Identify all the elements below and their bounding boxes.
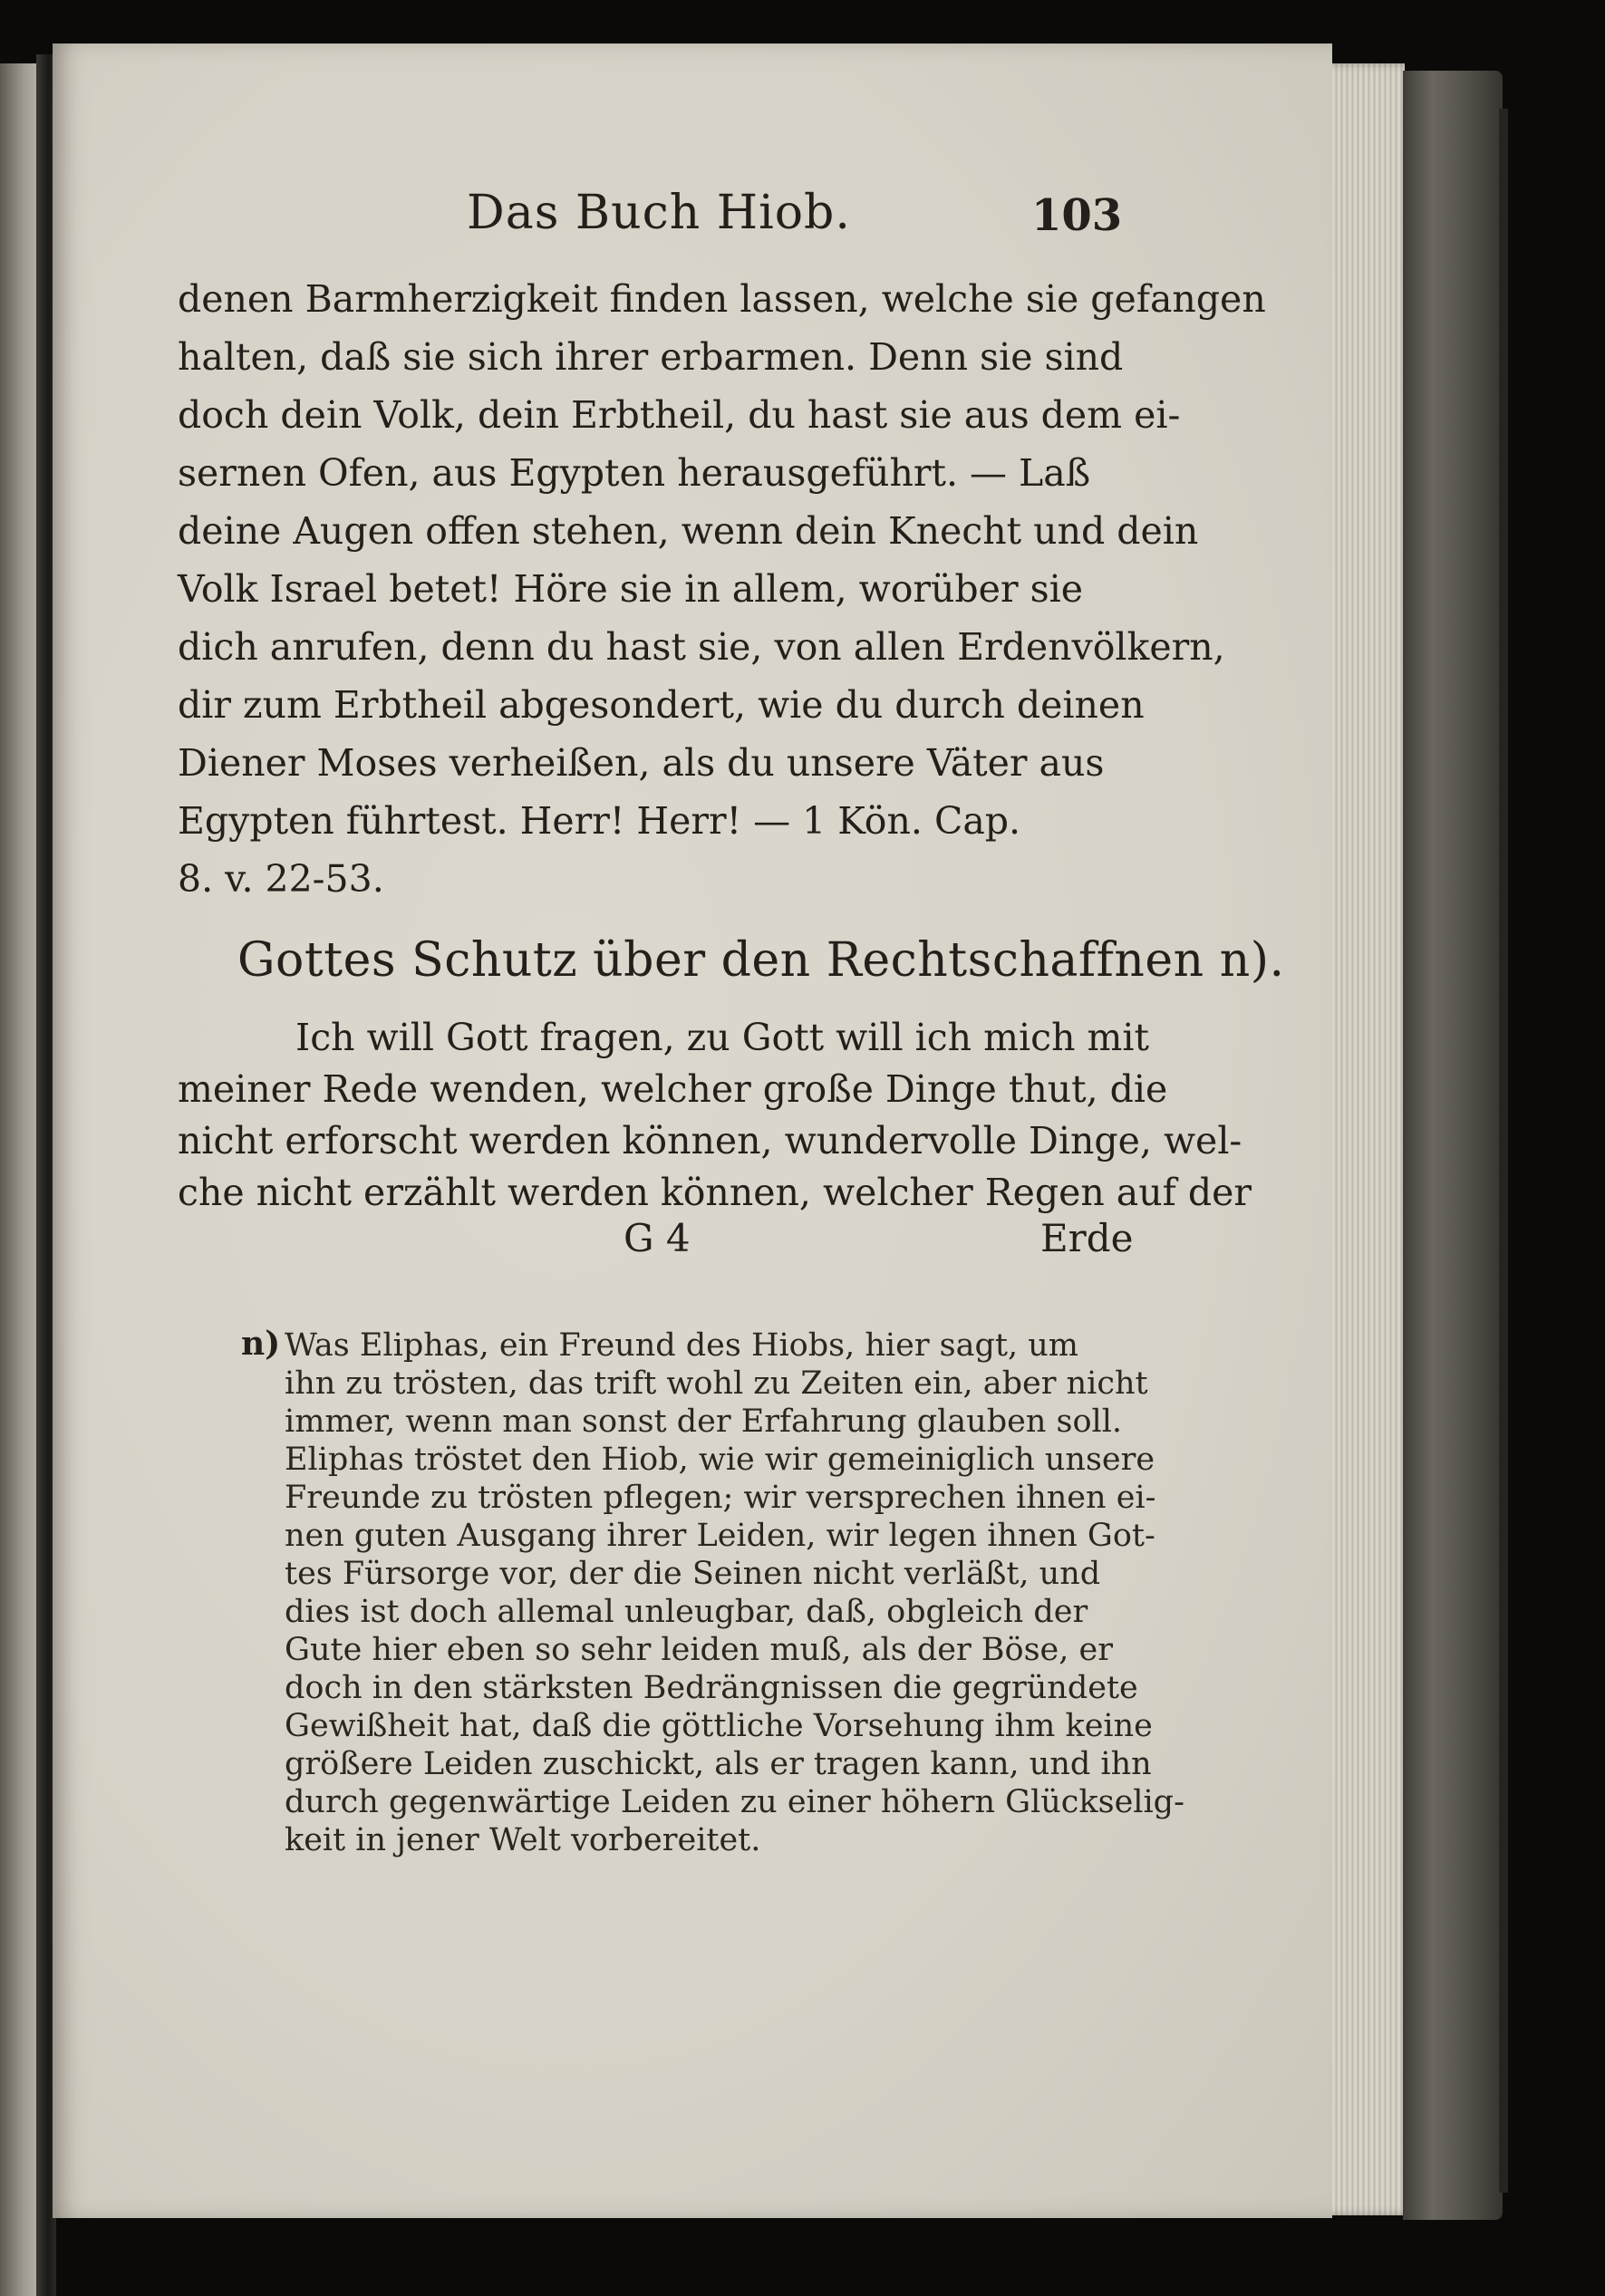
footnote-line: größere Leiden zuschickt, als er tragen kann, und ihn [285,1746,1152,1782]
text-line: 8. v. 22-53. [178,857,384,901]
text-line: sernen Ofen, aus Egypten herausgeführt. — Laß [178,451,1091,495]
text-line: meiner Rede wenden, welcher große Dinge thut, die [178,1067,1168,1111]
text-line: dich anrufen, denn du hast sie, von allen Erdenvölkern, [178,625,1225,669]
book-cover-board [1403,71,1503,2220]
footnote-line: doch in den stärksten Bedrängnissen die gegründete [285,1670,1138,1706]
cover-edge [1499,109,1508,2193]
footnote-line: tes Fürsorge vor, der die Seinen nicht verläßt, und [285,1556,1101,1592]
text-line: denen Barmherzigkeit finden lassen, welche sie gefangen [178,277,1266,321]
page-number: 103 [1031,190,1123,241]
footnote-line: ihn zu trösten, das trift wohl zu Zeiten ein, aber nicht [285,1365,1148,1402]
section-heading: Gottes Schutz über den Rechtschaffnen n). [237,933,1285,988]
footnote-line: Gute hier eben so sehr leiden muß, als der Böse, er [285,1632,1113,1668]
footnote-line: Eliphas tröstet den Hiob, wie wir gemeiniglich unsere [285,1442,1155,1478]
footnote-line: Freunde zu trösten pflegen; wir versprechen ihnen ei- [285,1480,1156,1516]
footnote-line: immer, wenn man sonst der Erfahrung glauben soll. [285,1404,1123,1440]
text-line: Egypten führtest. Herr! Herr! — 1 Kön. Cap. [178,799,1021,843]
text-line: doch dein Volk, dein Erbtheil, du hast sie aus dem ei- [178,393,1181,437]
footnote-line: nen guten Ausgang ihrer Leiden, wir legen ihnen Got- [285,1518,1155,1554]
text-line: nicht erforscht werden können, wundervolle Dinge, wel- [178,1119,1242,1162]
running-title: Das Buch Hiob. [467,186,851,240]
footnote-line: Gewißheit hat, daß die göttliche Vorsehung ihm keine [285,1708,1153,1744]
text-line: Ich will Gott fragen, zu Gott will ich mich mit [295,1016,1149,1059]
footnote-line: keit in jener Welt vorbereitet. [285,1822,761,1858]
text-line: Diener Moses verheißen, als du unsere Väter aus [178,741,1105,785]
text-line: deine Augen offen stehen, wenn dein Knecht und dein [178,509,1199,553]
footnote-line: dies ist doch allemal unleugbar, daß, obgleich der [285,1594,1088,1630]
text-line: Volk Israel betet! Höre sie in allem, worüber sie [178,567,1083,611]
catchword: Erde [1040,1216,1134,1260]
text-line: che nicht erzählt werden können, welcher Regen auf der [178,1171,1252,1214]
footnote-marker: n) [241,1325,281,1363]
text-line: halten, daß sie sich ihrer erbarmen. Denn sie sind [178,335,1124,379]
text-line: dir zum Erbtheil abgesondert, wie du durch deinen [178,683,1145,727]
signature-mark: G 4 [624,1216,691,1260]
footnote-line: durch gegenwärtige Leiden zu einer höhern Glückselig- [285,1784,1184,1820]
footnote-line: Was Eliphas, ein Freund des Hiobs, hier sagt, um [285,1327,1078,1364]
